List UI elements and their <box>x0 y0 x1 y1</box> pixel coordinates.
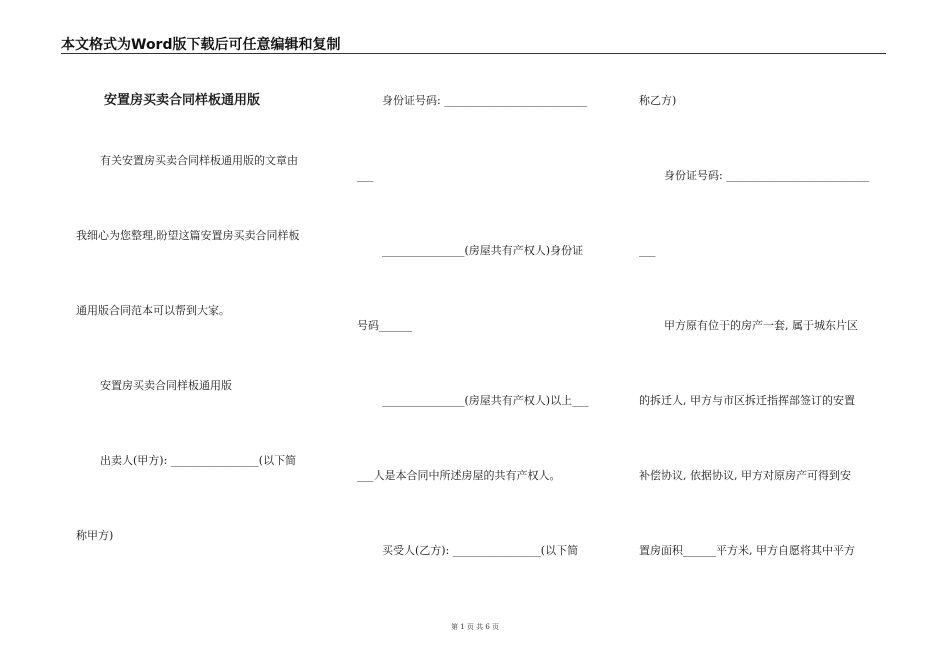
buyer-field-line: 买受人(乙方): ________________(以下简 <box>382 544 579 557</box>
paragraph-line: 我细心为您整理,盼望这篇安置房买卖合同样板 <box>76 229 300 242</box>
co-owner-field-line: _______________(房屋共有产权人)以上___ <box>382 394 589 407</box>
header-divider <box>61 53 886 54</box>
paragraph-line: 称甲方) <box>76 529 114 542</box>
paragraph-line: 通用版合同范本可以帮到大家。 <box>76 304 230 317</box>
paragraph-line: 的拆迁人, 甲方与市区拆迁指挥部签订的安置 <box>639 394 855 407</box>
paragraph-line: 号码______ <box>357 319 412 332</box>
paragraph-line: ___ <box>357 169 374 182</box>
download-notice-header: 本文格式为Word版下载后可任意编辑和复制 <box>61 37 341 53</box>
paragraph-line: 置房面积______平方米, 甲方自愿将其中平方 <box>639 544 855 557</box>
paragraph-line: 有关安置房买卖合同样板通用版的文章由 <box>100 154 298 167</box>
paragraph-line: ___ <box>639 244 656 257</box>
paragraph-line: 安置房买卖合同样板通用版 <box>100 379 232 392</box>
paragraph-line: 补偿协议, 依据协议, 甲方对原房产可得到安 <box>639 469 851 482</box>
id-number-field-line: 身份证号码: __________________________ <box>382 94 588 107</box>
co-owner-field-line: _______________(房屋共有产权人)身份证 <box>382 244 584 257</box>
paragraph-line: 称乙方) <box>639 94 677 107</box>
id-number-field-line: 身份证号码: __________________________ <box>664 169 870 182</box>
paragraph-line: 甲方原有位于的房产一套, 属于城东片区 <box>664 319 858 332</box>
document-title: 安置房买卖合同样板通用版 <box>104 93 261 108</box>
paragraph-line: ___人是本合同中所述房屋的共有产权人。 <box>357 469 561 482</box>
page-number-footer: 第 1 页 共 6 页 <box>450 623 500 631</box>
seller-field-line: 出卖人(甲方): ________________(以下简 <box>100 454 297 467</box>
